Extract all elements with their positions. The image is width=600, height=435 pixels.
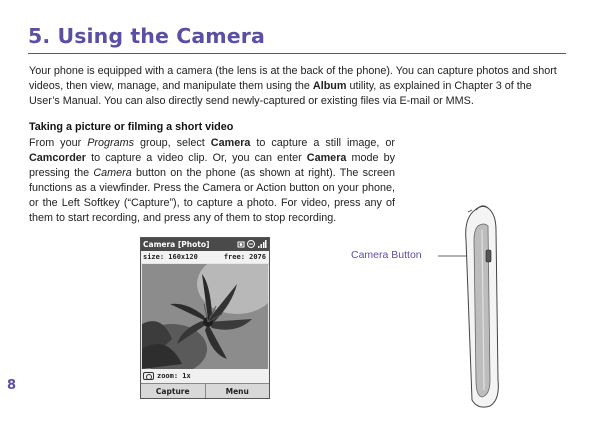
section-paragraph <box>29 136 395 227</box>
lily-flower-image <box>142 264 268 369</box>
title-divider <box>28 53 566 54</box>
programs-term: Programs <box>87 137 134 149</box>
body-text-4: to capture a video clip. Or, you can enter <box>86 152 307 165</box>
intro-text-1: Your phone is equipped with a camera (the lens is at the back of the phone). You can capture photos and short videos, then view, manage, and manipulate them using the <box>29 65 557 92</box>
zoom-bar <box>141 369 269 383</box>
page-title: 5. Using the Camera <box>28 24 265 48</box>
camera-button-callout: Camera Button <box>351 249 422 261</box>
camera-screenshot <box>140 237 270 399</box>
phone-side-illustration <box>420 200 530 415</box>
camera-button-icon <box>486 250 491 262</box>
screen-title-bar <box>141 238 269 251</box>
page-number: 8 <box>7 378 17 393</box>
camera-icon <box>143 372 154 380</box>
camera-mode-term: Camera <box>306 152 347 165</box>
signal-icon <box>237 239 267 249</box>
intro-text-2: utility, as explained in Chapter 3 of the User’s Manual. You can also directly send newly-captured or existing files via E-mail or MMS. <box>29 80 532 107</box>
section-heading: Taking a picture or filming a short video <box>29 121 234 133</box>
image-size: size: 160x120 <box>143 253 198 261</box>
camcorder-term: Camcorder <box>29 152 87 165</box>
camera-button-term: Camera <box>93 167 132 180</box>
body-text-6: button on the phone (as shown at right). The screen functions as a viewfinder. Press the Camera or Action button on your phone, or the Left Softkey (“Capture”), to capture a photo. For video, press any of them to start recording, and press any of them to stop recording. <box>29 167 396 225</box>
screen-title: Camera [Photo] <box>143 240 210 249</box>
body-text-5: mode by pressing the <box>29 152 395 180</box>
menu-softkey[interactable]: Menu <box>205 384 270 399</box>
softkey-bar <box>141 383 269 399</box>
body-text-1: From your <box>29 137 88 149</box>
body-text-2: group, select <box>134 137 211 149</box>
zoom-level: zoom: 1x <box>157 372 191 380</box>
screen-info-bar <box>141 251 269 263</box>
intro-paragraph <box>29 64 565 109</box>
viewfinder-image <box>142 264 268 369</box>
capture-softkey[interactable]: Capture <box>155 387 190 396</box>
album-term: Album <box>312 80 347 92</box>
body-text-3: to capture a still image, or <box>250 137 395 149</box>
free-count: free: 2076 <box>223 253 266 261</box>
camera-term: Camera <box>210 137 251 149</box>
